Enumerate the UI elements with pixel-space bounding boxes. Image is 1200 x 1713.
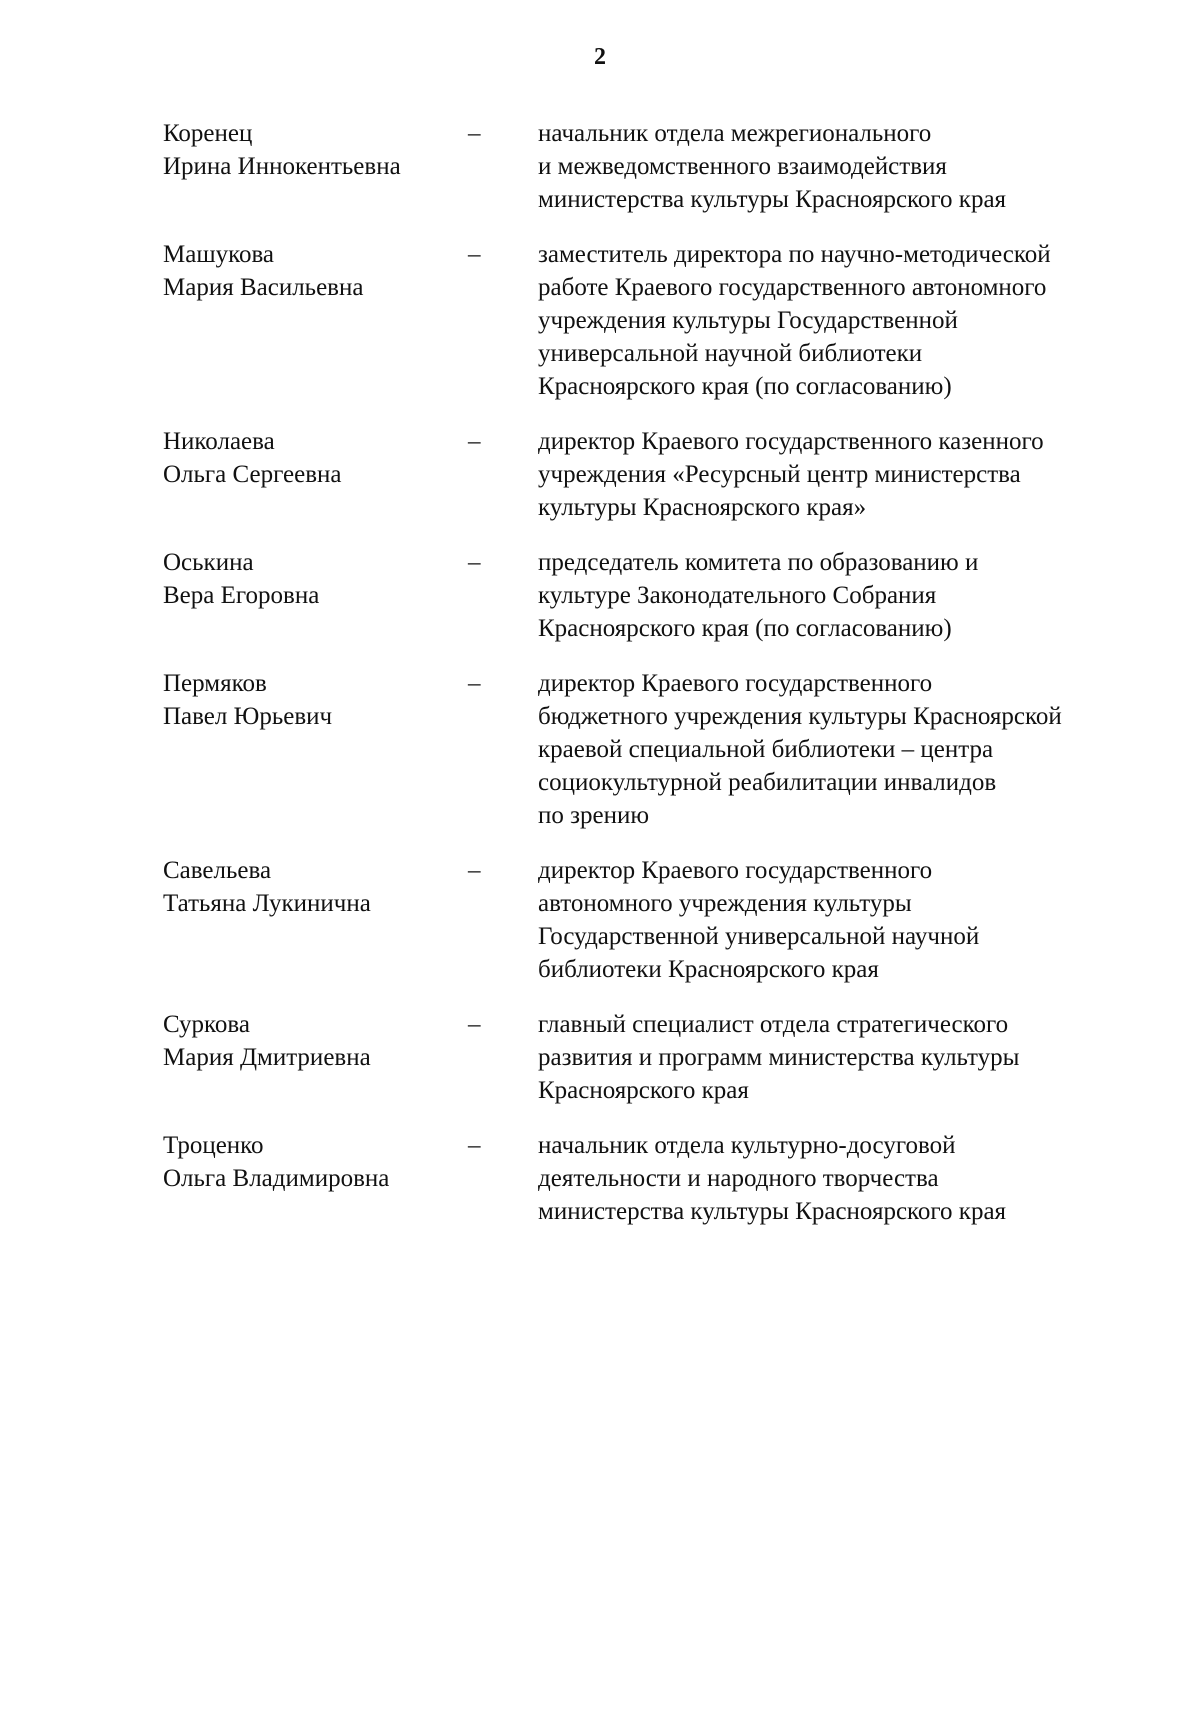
member-surname: Пермяков [163,670,267,697]
member-given-name: Татьяна Лукинична [163,890,371,917]
member-position: директор Краевого государственного казенного учреждения «Ресурсный центр министерства культуры Красноярского края» [538,428,1044,521]
member-dash: – [468,857,481,884]
member-dash: – [468,120,481,147]
member-surname: Николаева [163,428,275,455]
member-surname: Коренец [163,120,253,147]
member-given-name: Павел Юрьевич [163,703,333,730]
member-position: председатель комитета по образованию и культуре Законодательного Собрания Красноярского края (по согласованию) [538,549,979,642]
member-entry [0,854,1200,986]
member-given-name: Мария Васильевна [163,274,364,301]
member-dash: – [468,670,481,697]
member-entry [0,425,1200,524]
member-name [163,1008,468,1107]
member-given-name: Мария Дмитриевна [163,1044,371,1071]
member-name [163,238,468,403]
member-entry [0,117,1200,216]
member-position: директор Краевого государственного автономного учреждения культуры Государственной универсальной научной библиотеки Красноярского края [538,857,980,983]
member-name [163,425,468,524]
member-given-name: Ольга Сергеевна [163,461,342,488]
member-entry [0,1129,1200,1228]
member-name [163,667,468,832]
member-name [163,117,468,216]
member-dash: – [468,241,481,268]
member-dash: – [468,549,481,576]
member-surname: Савельева [163,857,272,884]
member-position: главный специалист отдела стратегического развития и программ министерства культуры Красноярского края [538,1011,1020,1104]
member-dash: – [468,428,481,455]
member-given-name: Ольга Владимировна [163,1165,390,1192]
member-entry [0,546,1200,645]
member-entry [0,1008,1200,1107]
member-position: начальник отдела межрегионального и межведомственного взаимодействия министерства культуры Красноярского края [538,120,1007,213]
member-surname: Троценко [163,1132,264,1159]
member-given-name: Вера Егоровна [163,582,320,609]
member-name [163,546,468,645]
member-position: начальник отдела культурно-досуговой деятельности и народного творчества министерства культуры Красноярского края [538,1132,1007,1225]
member-name [163,1129,468,1228]
member-given-name: Ирина Иннокентьевна [163,153,401,180]
member-entry [0,238,1200,403]
member-position: директор Краевого государственного бюджетного учреждения культуры Красноярской краевой специальной библиотеки – центра социокультурной реабилитации инвалидов по зрению [538,670,1062,829]
page-number: 2 [594,44,606,70]
member-dash: – [468,1132,481,1159]
member-entry [0,667,1200,832]
members-list [0,117,1200,1250]
member-surname: Суркова [163,1011,250,1038]
member-surname: Машукова [163,241,275,268]
member-name [163,854,468,986]
member-position: заместитель директора по научно-методической работе Краевого государственного автономного учреждения культуры Государственной универсальной научной библиотеки Красноярского края (по согласованию) [538,241,1051,400]
member-dash: – [468,1011,481,1038]
member-surname: Оськина [163,549,254,576]
